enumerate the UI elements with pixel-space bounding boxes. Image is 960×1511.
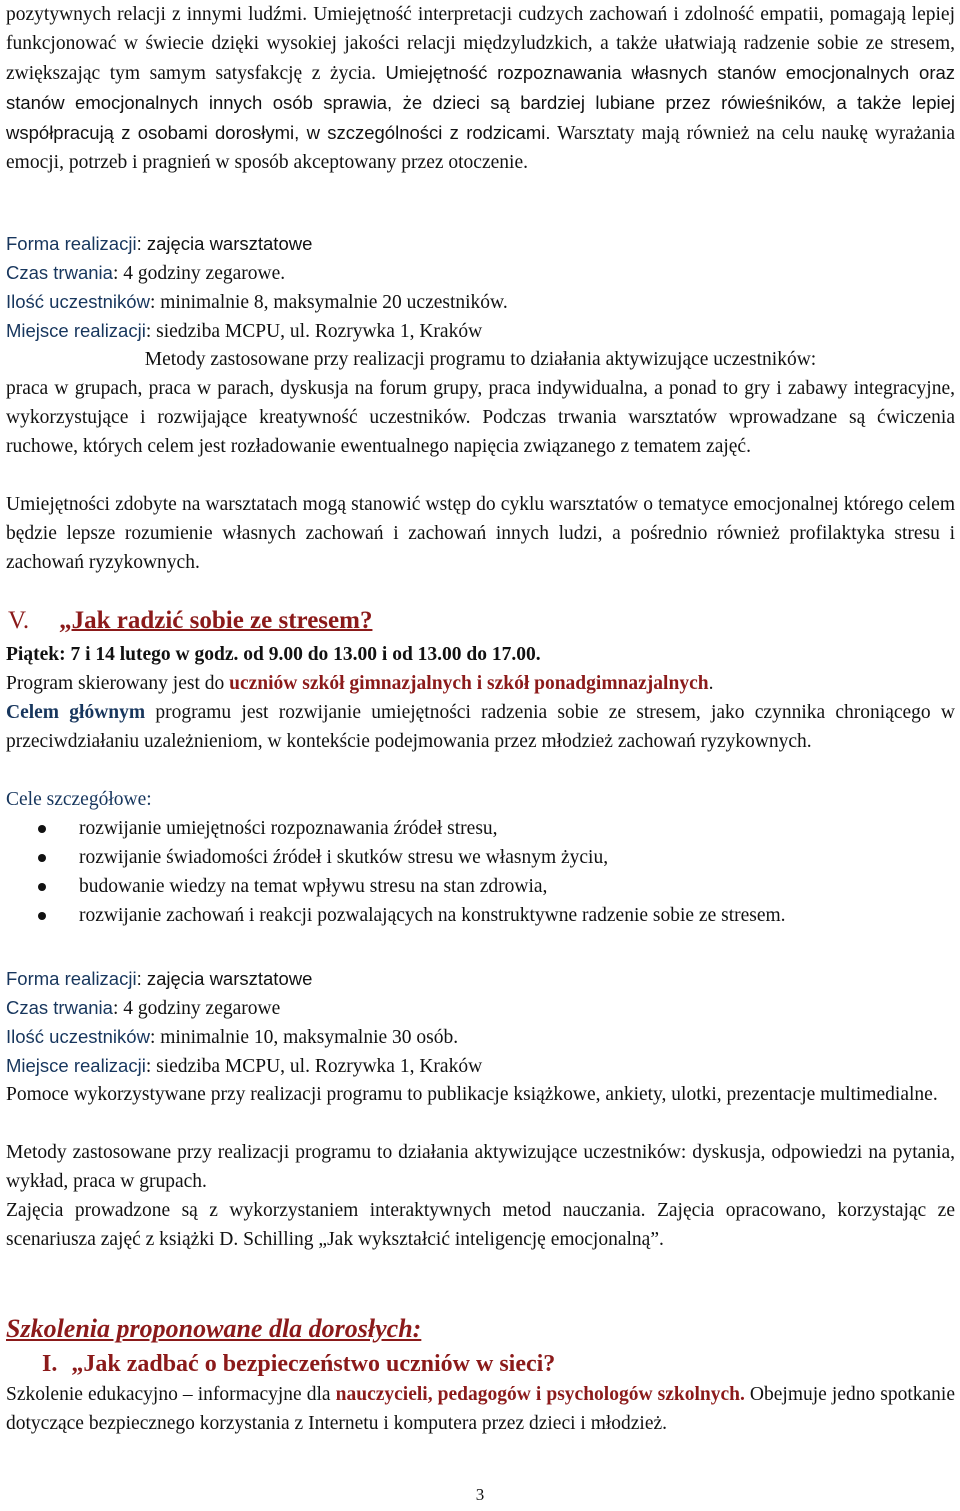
- p4-metody-text: Metody zastosowane przy realizacji programu to działania aktywizujące uczestników:: [144, 349, 817, 370]
- p5-ilosc-value: : minimalnie 10, maksymalnie 30 osób.: [149, 1027, 459, 1048]
- bullet-text: rozwijanie umiejętności rozpoznawania źródeł stresu,: [79, 818, 498, 839]
- list-item: [6, 901, 955, 930]
- p5-forma-value: : zajęcia warsztatowe: [136, 968, 313, 989]
- p5-audience-prefix: Program skierowany jest do: [6, 673, 230, 694]
- p5-miejsce-label: Miejsce realizacji: [6, 1055, 146, 1076]
- p5-czas-label: Czas trwania: [6, 997, 113, 1018]
- p4-forma-value: : zajęcia warsztatowe: [136, 233, 313, 254]
- p5-pomoce: Pomoce wykorzystywane przy realizacji programu to publikacje książkowe, ankiety, ulotki, prezentacje multimedialne.: [6, 1084, 938, 1105]
- p5-heading: [8, 605, 372, 637]
- intro-paragraph: [6, 0, 955, 177]
- p5-zajecia: Zajęcia prowadzone są z wykorzystaniem interaktywnych metod nauczania. Zajęcia opracowano, korzystając ze scenariusza zajęć z książki D. Schilling „Jak wykształcić inteligencję emocjonalną”.: [6, 1200, 955, 1250]
- p5-metody-text: Metody zastosowane przy realizacji programu to działania aktywizujące uczestników:: [6, 1142, 687, 1163]
- bullet-text: budowanie wiedzy na temat wpływu stresu na stan zdrowia,: [79, 876, 548, 897]
- p5-forma-label: Forma realizacji: [6, 968, 137, 989]
- p5-audience: [6, 669, 955, 698]
- p4-ilosc-label: Ilość uczestników: [6, 291, 150, 312]
- p5-metody: [6, 1138, 955, 1196]
- p5-miejsce-line: [6, 1051, 955, 1081]
- adults-numeral: I.: [42, 1351, 58, 1377]
- list-item: [6, 814, 955, 843]
- bullet-icon: [38, 854, 46, 862]
- p4-ilosc-line: [6, 287, 955, 317]
- intro-text: pozytywnych relacji z innymi ludźmi. Umiejętność interpretacji cudzych zachowań i zdolność empatii, pomagają lepiej funkcjonować w świecie dzięki wysokiej jakości relacji międzyludzkich, a także ułatwiają radzenie sobie ze stresem, zwiększając tym samym satysfakcję z życia.: [6, 4, 955, 84]
- p5-czas-value: : 4 godziny zegarowe: [112, 998, 281, 1019]
- adults-intro: [6, 1380, 955, 1438]
- p5-bullet-list: [6, 814, 955, 930]
- bullet-icon: [38, 825, 46, 833]
- p4-umiejetnosci: Umiejętności zdobyte na warsztatach mogą stanowić wstęp do cyklu warsztatów o tematyce emocjonalnej którego celem będzie lepsze rozumienie własnych zachowań i zachowań innych ludzi, a pośrednio również profilaktyka stresu i zachowań ryzykownych.: [6, 494, 955, 573]
- intro-text-end: Warsztaty mają również na celu naukę wyrażania emocji, potrzeb i pragnień w sposób akceptowany przez otoczenie.: [6, 123, 956, 173]
- p5-forma-line: [6, 964, 955, 994]
- p5-cel: [6, 698, 955, 756]
- p5-audience-suffix: .: [708, 673, 714, 694]
- bullet-icon: [38, 883, 46, 891]
- page-number: 3: [475, 1485, 485, 1504]
- p5-title: „Jak radzić sobie ze stresem?: [59, 607, 373, 634]
- p4-miejsce-label: Miejsce realizacji: [6, 320, 146, 341]
- p5-numeral: V.: [8, 607, 30, 634]
- p5-cele-label: Cele szczegółowe:: [6, 789, 152, 810]
- p4-czas-value: : 4 godziny zegarowe.: [112, 263, 286, 284]
- p4-metody-detail: praca w grupach, praca w parach, dyskusja na forum grupy, praca indywidualna, a ponad to gry i zabawy integracyjne, wykorzystujące i rozwijające kreatywność uczestników. Podczas trwania warsztatów wprowadzane są ćwiczenia ruchowe, których celem jest rozładowanie ewentualnego napięcia związanego z tematem zajęć.: [6, 378, 955, 457]
- p5-czas-line: [6, 993, 955, 1023]
- list-item: [6, 872, 955, 901]
- adults-intro-target: nauczycieli, pedagogów i psychologów szkolnych.: [335, 1384, 745, 1405]
- bullet-text: rozwijanie zachowań i reakcji pozwalających na konstruktywne radzenie sobie ze stresem.: [79, 905, 786, 926]
- adults-intro-prefix: Szkolenie edukacyjno – informacyjne dla: [6, 1384, 336, 1405]
- bullet-text: rozwijanie świadomości źródeł i skutków stresu we własnym życiu,: [79, 847, 609, 868]
- list-item: [6, 843, 955, 872]
- p4-miejsce-line: [6, 316, 955, 346]
- p5-audience-target: uczniów szkół gimnazjalnych i szkół ponadgimnazjalnych: [229, 673, 709, 694]
- p5-metody-detail: dyskusja, odpowiedzi na pytania, wykład, praca w grupach.: [6, 1142, 955, 1192]
- adults-title: „Jak zadbać o bezpieczeństwo uczniów w sieci?: [71, 1351, 556, 1377]
- adults-heading: [42, 1348, 555, 1380]
- intro-text-sans: Umiejętność rozpoznawania własnych stanów emocjonalnych oraz stanów emocjonalnych innych osób sprawia, że dzieci są bardziej lubiane przez rówieśników, a także lepiej współpracują z osobami dorosłymi, w szczególności z rodzicami.: [6, 62, 956, 143]
- p4-metody-line: [6, 345, 955, 374]
- bullet-icon: [38, 912, 46, 920]
- p5-miejsce-value: : siedziba MCPU, ul. Rozrywka 1, Kraków: [145, 1056, 483, 1077]
- p4-ilosc-value: : minimalnie 8, maksymalnie 20 uczestników.: [149, 292, 508, 313]
- adults-intro-suffix: Obejmuje jedno spotkanie dotyczące bezpiecznego korzystania z Internetu i komputera przez dzieci i młodzież.: [6, 1384, 956, 1434]
- p5-date: Piątek: 7 i 14 lutego w godz. od 9.00 do 13.00 i od 13.00 do 17.00.: [6, 644, 541, 665]
- p4-miejsce-value: : siedziba MCPU, ul. Rozrywka 1, Kraków: [145, 321, 483, 342]
- p4-forma-label: Forma realizacji: [6, 233, 137, 254]
- p5-cele-label-line: [6, 785, 955, 814]
- p5-ilosc-label: Ilość uczestników: [6, 1026, 150, 1047]
- adults-section-title: Szkolenia proponowane dla dorosłych:: [6, 1314, 422, 1343]
- p5-cel-label: Celem głównym: [6, 702, 146, 723]
- p5-ilosc-line: [6, 1022, 955, 1052]
- p4-czas-line: [6, 258, 955, 288]
- p4-czas-label: Czas trwania: [6, 262, 113, 283]
- p4-forma-line: [6, 229, 955, 259]
- p5-cel-text: programu jest rozwijanie umiejętności radzenia sobie ze stresem, jako czynnika chroniącego w przeciwdziałaniu uzależnieniom, w kontekście podejmowania przez młodzież zachowań ryzykownych.: [6, 702, 955, 752]
